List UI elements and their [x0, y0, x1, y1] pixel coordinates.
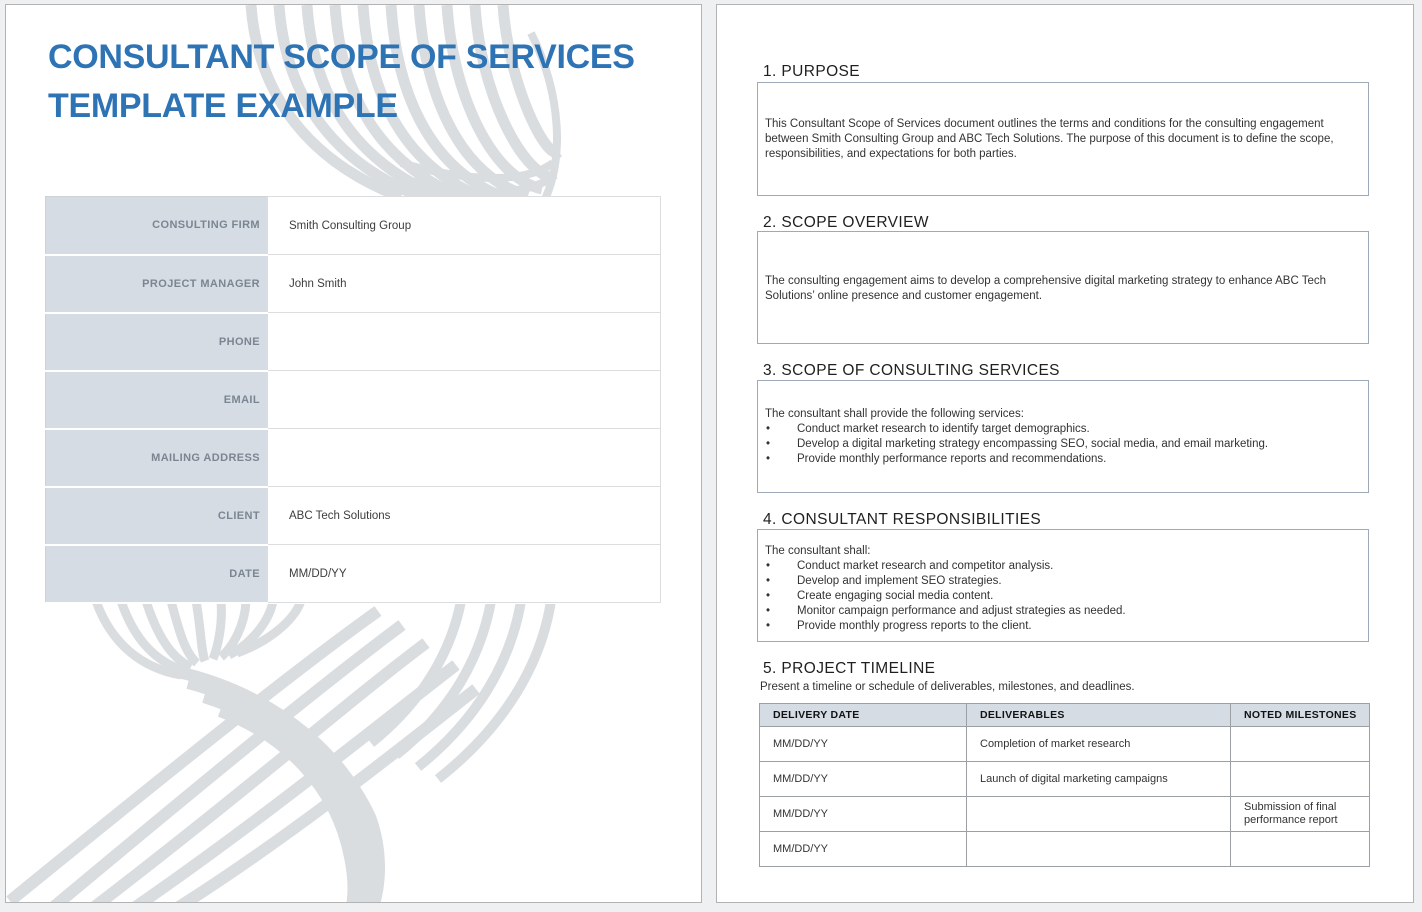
section-heading-project-timeline: 5. PROJECT TIMELINE [763, 660, 936, 677]
project-timeline-table [759, 703, 1370, 867]
page-right [716, 4, 1414, 903]
deliverable-cell[interactable] [967, 832, 1231, 867]
info-row-mailing-address [46, 429, 661, 487]
document-title-line1: CONSULTANT SCOPE OF SERVICES [48, 38, 635, 76]
project-manager-field[interactable]: John Smith [268, 255, 661, 313]
section-heading-scope-overview: 2. SCOPE OVERVIEW [763, 214, 929, 231]
info-row-date [46, 545, 661, 603]
bullet-item: • Develop a digital marketing strategy encompassing SEO, social media, and email marketing. [765, 437, 1354, 452]
email-field[interactable] [268, 371, 661, 429]
timeline-intro: Present a timeline or schedule of deliverables, milestones, and deadlines. [760, 681, 1135, 693]
field-label: DATE [46, 545, 268, 603]
field-label: PROJECT MANAGER [46, 255, 268, 313]
field-label: CONSULTING FIRM [46, 197, 268, 255]
info-row-client [46, 487, 661, 545]
section-heading-consultant-responsibilities: 4. CONSULTANT RESPONSIBILITIES [763, 511, 1042, 528]
milestone-cell[interactable]: Submission of final performance report [1231, 797, 1370, 832]
delivery-date-cell[interactable]: MM/DD/YY [760, 832, 967, 867]
timeline-row [760, 797, 1370, 832]
scope-overview-body: The consulting engagement aims to develop a comprehensive digital marketing strategy to enhance ABC Tech Solutions’ online presence and customer engagement. [765, 275, 1327, 302]
bullet-item: • Create engaging social media content. [765, 589, 1354, 604]
column-header-delivery-date: DELIVERY DATE [760, 704, 967, 727]
page-left [5, 4, 702, 903]
consulting-services-intro: The consultant shall provide the following services: [765, 408, 1024, 420]
purpose-body: This Consultant Scope of Services document outlines the terms and conditions for the consulting engagement between Smith Consulting Group and ABC Tech Solutions. The purpose of this document is to define the scope, responsibilities, and expectations for both parties. [765, 118, 1334, 160]
bullet-item: • Provide monthly progress reports to the client. [765, 619, 1354, 634]
info-row-email [46, 371, 661, 429]
bullet-item: • Conduct market research to identify target demographics. [765, 422, 1354, 437]
bullet-item: • Develop and implement SEO strategies. [765, 574, 1354, 589]
deliverable-cell[interactable]: Launch of digital marketing campaigns [967, 762, 1231, 797]
timeline-row [760, 727, 1370, 762]
purpose-text-box[interactable] [757, 82, 1369, 196]
consultant-responsibilities-intro: The consultant shall: [765, 545, 871, 557]
section-heading-consulting-services: 3. SCOPE OF CONSULTING SERVICES [763, 362, 1060, 379]
bullet-item: • Conduct market research and competitor analysis. [765, 559, 1354, 574]
timeline-row [760, 832, 1370, 867]
document-title [48, 33, 635, 131]
bullet-item: • Monitor campaign performance and adjust strategies as needed. [765, 604, 1354, 619]
consultant-responsibilities-text-box[interactable] [757, 529, 1369, 642]
scope-overview-text-box[interactable] [757, 231, 1369, 344]
column-header-deliverables: DELIVERABLES [967, 704, 1231, 727]
field-label: PHONE [46, 313, 268, 371]
client-field[interactable]: ABC Tech Solutions [268, 487, 661, 545]
info-row-consulting-firm [46, 197, 661, 255]
field-label: EMAIL [46, 371, 268, 429]
delivery-date-cell[interactable]: MM/DD/YY [760, 797, 967, 832]
timeline-header-row [760, 704, 1370, 727]
delivery-date-cell[interactable]: MM/DD/YY [760, 727, 967, 762]
column-header-noted-milestones: NOTED MILESTONES [1231, 704, 1370, 727]
mailing-address-field[interactable] [268, 429, 661, 487]
bullet-item: • Provide monthly performance reports and recommendations. [765, 452, 1354, 467]
deliverable-cell[interactable]: Completion of market research [967, 727, 1231, 762]
milestone-cell[interactable] [1231, 832, 1370, 867]
phone-field[interactable] [268, 313, 661, 371]
timeline-row [760, 762, 1370, 797]
delivery-date-cell[interactable]: MM/DD/YY [760, 762, 967, 797]
document-title-line2: TEMPLATE EXAMPLE [48, 87, 398, 125]
consultant-responsibilities-list [765, 559, 1354, 634]
info-row-project-manager [46, 255, 661, 313]
milestone-cell[interactable] [1231, 762, 1370, 797]
deliverable-cell[interactable] [967, 797, 1231, 832]
milestone-cell[interactable] [1231, 727, 1370, 762]
date-field[interactable]: MM/DD/YY [268, 545, 661, 603]
consulting-services-list [765, 422, 1354, 467]
consulting-firm-field[interactable]: Smith Consulting Group [268, 197, 661, 255]
consulting-services-text-box[interactable] [757, 380, 1369, 493]
field-label: CLIENT [46, 487, 268, 545]
consulting-info-table [45, 196, 661, 604]
section-heading-purpose: 1. PURPOSE [763, 63, 861, 80]
field-label: MAILING ADDRESS [46, 429, 268, 487]
info-row-phone [46, 313, 661, 371]
